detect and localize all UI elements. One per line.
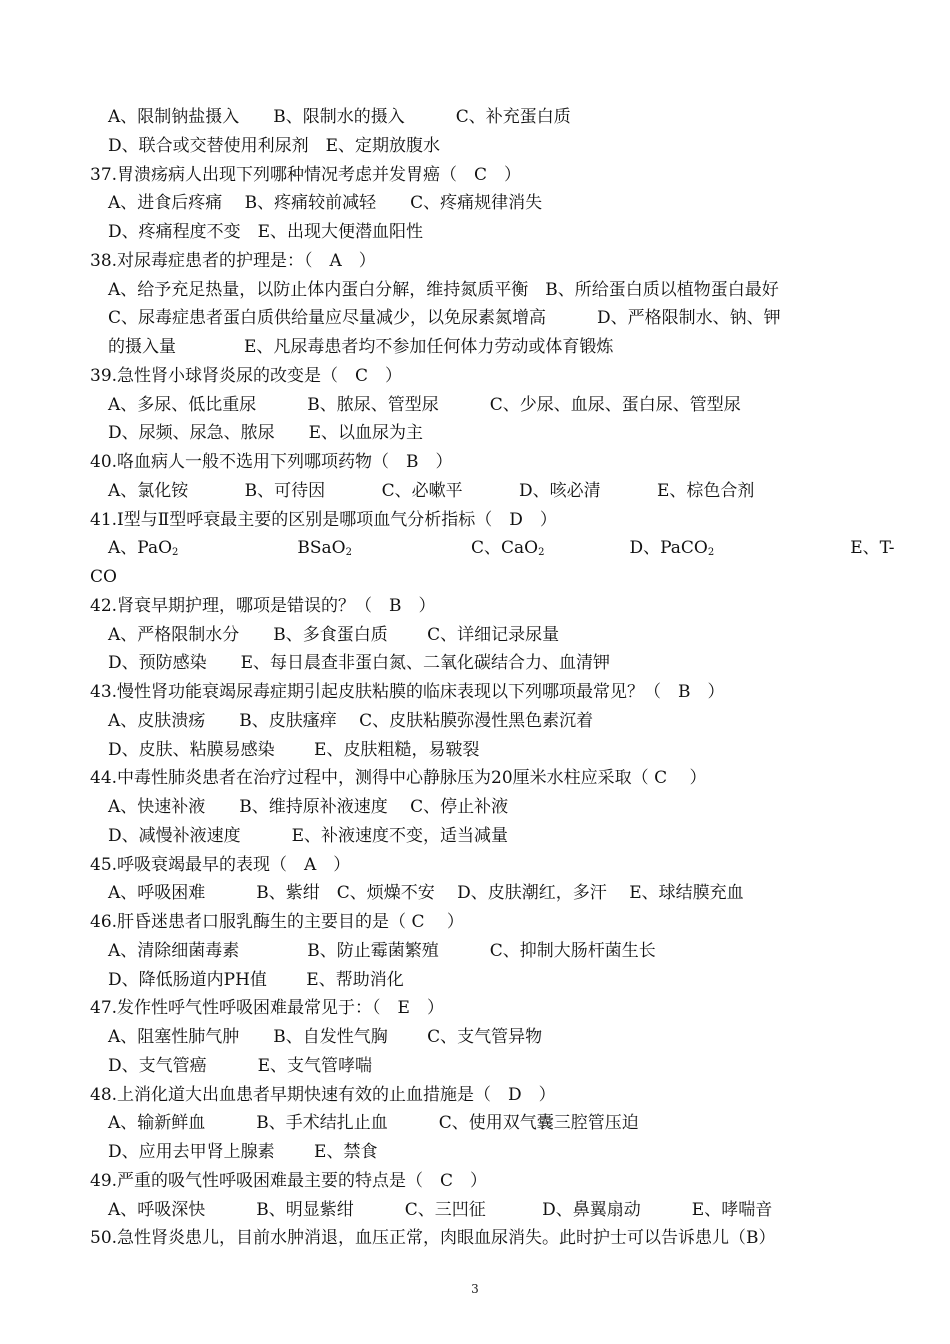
option-line: A、多尿、低比重尿 B、脓尿、管型尿 C、少尿、血尿、蛋白尿、管型尿 bbox=[108, 394, 741, 415]
option-line: A、氯化铵 B、可待因 C、必嗽平 D、咳必清 E、棕色合剂 bbox=[108, 480, 755, 501]
question-line: 50.急性肾炎患儿，目前水肿消退，血压正常，肉眼血尿消失。此时护士可以告诉患儿（B） bbox=[90, 1228, 776, 1249]
option-line: D、皮肤、粘膜易感染 E、皮肤粗糙，易皲裂 bbox=[108, 739, 480, 760]
question-line: 46.肝昏迷患者口服乳酶生的主要目的是（ C ） bbox=[90, 912, 464, 932]
option-line: A、PaO$_2$ BSaO$_2$ C、CaO$_2$ D、PaCO$_2$ E、T- bbox=[108, 538, 895, 559]
option-line: C、尿毒症患者蛋白质供给量应尽量减少，以免尿素氮增高 D、严格限制水、钠、钾 bbox=[108, 308, 781, 329]
option-line: A、给予充足热量，以防止体内蛋白分解，维持氮质平衡 B、所给蛋白质以植物蛋白最好 bbox=[108, 279, 779, 300]
option-line: D、联合或交替使用利尿剂 E、定期放腹水 bbox=[108, 135, 441, 156]
option-line: D、应用去甲肾上腺素 E、禁食 bbox=[108, 1142, 378, 1162]
option-line: A、皮肤溃疡 B、皮肤瘙痒 C、皮肤粘膜弥漫性黑色素沉着 bbox=[108, 710, 594, 731]
question-line: 47.发作性呼气性呼吸困难最常见于：（ E ） bbox=[90, 998, 444, 1019]
option-line: A、快速补液 B、维持原补液速度 C、停止补液 bbox=[108, 797, 509, 817]
option-line: A、阻塞性肺气肿 B、自发性气胸 C、支气管异物 bbox=[108, 1027, 543, 1047]
question-line: 48.上消化道大出血患者早期快速有效的止血措施是（ D ） bbox=[90, 1084, 556, 1105]
option-line: A、严格限制水分 B、多食蛋白质 C、详细记录尿量 bbox=[108, 624, 560, 645]
option-line: D、预防感染 E、每日晨查非蛋白氮、二氧化碳结合力、血清钾 bbox=[108, 653, 611, 674]
question-line: 40.咯血病人一般不选用下列哪项药物（ B ） bbox=[90, 452, 453, 472]
question-line: 37.胃溃疡病人出现下列哪种情况考虑并发胃癌（ C ） bbox=[90, 164, 522, 185]
option-line: A、输新鲜血 B、手术结扎止血 C、使用双气囊三腔管压迫 bbox=[108, 1113, 639, 1134]
question-line: 44.中毒性肺炎患者在治疗过程中，测得中心静脉压为20厘米水柱应采取（ C ） bbox=[90, 768, 707, 789]
option-line: D、尿频、尿急、脓尿 E、以血尿为主 bbox=[108, 423, 424, 444]
option-line: D、支气管癌 E、支气管哮喘 bbox=[108, 1055, 373, 1076]
option-line: D、疼痛程度不变 E、出现大便潜血阳性 bbox=[108, 222, 424, 242]
question-line: 45.呼吸衰竭最早的表现（ A ） bbox=[90, 854, 351, 875]
page-number: 3 bbox=[471, 1282, 479, 1296]
question-line: 39.急性肾小球肾炎尿的改变是（ C ） bbox=[90, 365, 403, 386]
question-line: 41.Ⅰ型与Ⅱ型呼衰最主要的区别是哪项血气分析指标（ D ） bbox=[90, 509, 557, 530]
option-line: D、降低肠道内PH值 E、帮助消化 bbox=[108, 969, 404, 990]
option-line: A、呼吸深快 B、明显紫绀 C、三凹征 D、鼻翼扇动 E、哮喘音 bbox=[108, 1199, 773, 1220]
question-line: CO bbox=[90, 567, 117, 587]
option-line: D、减慢补液速度 E、补液速度不变，适当减量 bbox=[108, 825, 509, 846]
option-line: A、限制钠盐摄入 B、限制水的摄入 C、补充蛋白质 bbox=[108, 107, 571, 127]
question-line: 43.慢性肾功能衰竭尿毒症期引起皮肤粘膜的临床表现以下列哪项最常见？（ B ） bbox=[90, 682, 725, 702]
question-line: 38.对尿毒症患者的护理是：（ A ） bbox=[90, 250, 376, 271]
question-line: 49.严重的吸气性呼吸困难最主要的特点是（ C ） bbox=[90, 1170, 488, 1191]
option-line: A、进食后疼痛 B、疼痛较前减轻 C、疼痛规律消失 bbox=[108, 193, 543, 214]
option-line: A、清除细菌毒素 B、防止霉菌繁殖 C、抑制大肠杆菌生长 bbox=[108, 940, 656, 961]
question-line: 42.肾衰早期护理，哪项是错误的？（ B ） bbox=[90, 595, 436, 616]
option-line: 的摄入量 E、凡尿毒患者均不参加任何体力劳动或体育锻炼 bbox=[108, 337, 614, 357]
option-line: A、呼吸困难 B、紫绀 C、烦燥不安 D、皮肤潮红，多汗 E、球结膜充血 bbox=[108, 883, 744, 904]
